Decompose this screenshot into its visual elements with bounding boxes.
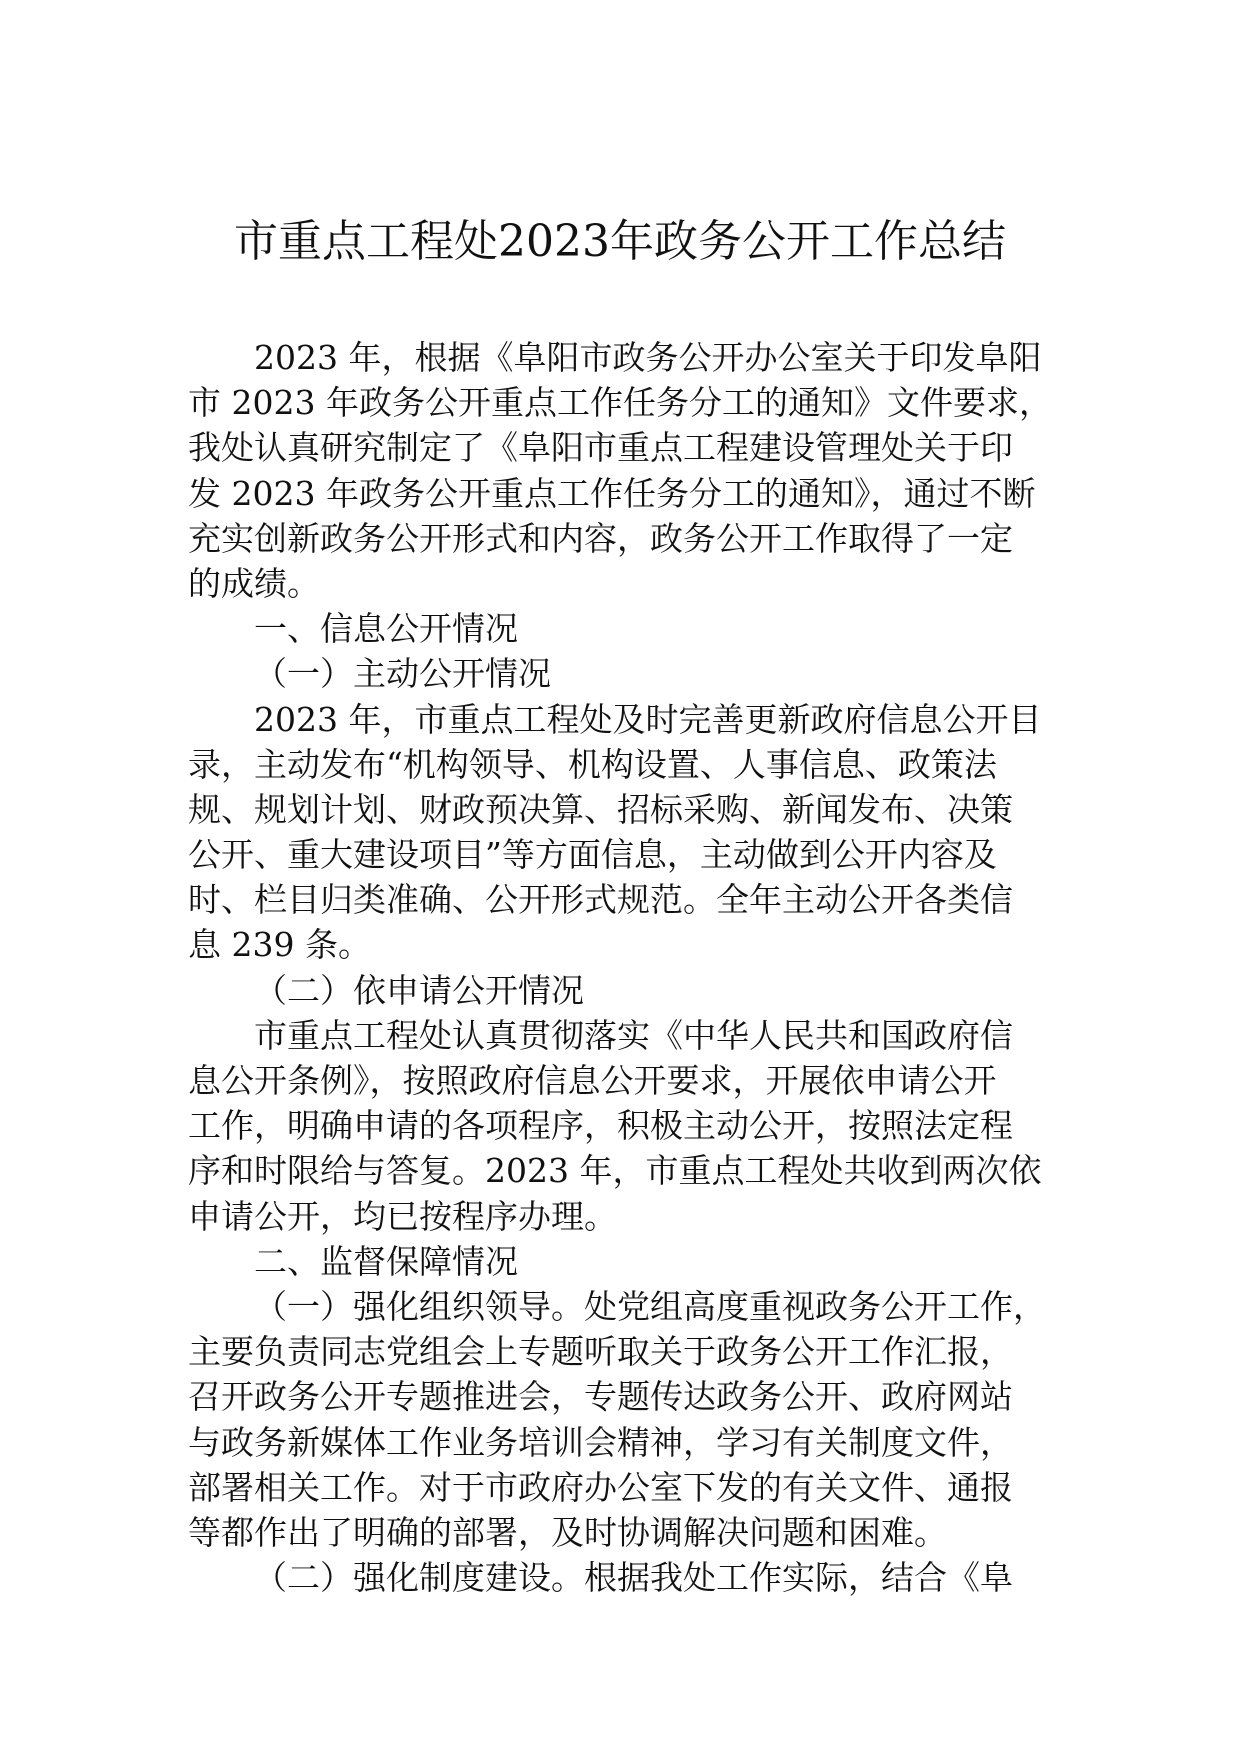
- paragraph-line: 序和时限给与答复。2023 年，市重点工程处共收到两次依: [188, 1151, 1042, 1191]
- paragraph-line: 息 239 条。: [188, 925, 371, 965]
- document-body: [188, 335, 1053, 1600]
- paragraph-line: 申请公开，均已按程序办理。: [188, 1196, 617, 1236]
- paragraph-line: 市 2023 年政务公开重点工作任务分工的通知》文件要求，: [188, 383, 1052, 423]
- paragraph-line: （一）强化组织领导。处党组高度重视政务公开工作，: [254, 1286, 1046, 1326]
- paragraph-line: 召开政务公开专题推进会，专题传达政务公开、政府网站: [188, 1377, 1013, 1417]
- paragraph-line: （二）强化制度建设。根据我处工作实际，结合《阜: [254, 1558, 1013, 1598]
- paragraph-line: 录，主动发布“机构领导、机构设置、人事信息、政策法: [188, 744, 997, 784]
- paragraph-line: 部署相关工作。对于市政府办公室下发的有关文件、通报: [188, 1467, 1013, 1507]
- subsection-heading-1-1: （一）主动公开情况: [254, 654, 551, 694]
- paragraph-line: 工作，明确申请的各项程序，积极主动公开，按照法定程: [188, 1106, 1013, 1146]
- section-heading-1: 一、信息公开情况: [254, 609, 518, 649]
- paragraph-line: 等都作出了明确的部署，及时协调解决问题和困难。: [188, 1512, 947, 1552]
- paragraph-line: 与政务新媒体工作业务培训会精神，学习有关制度文件，: [188, 1422, 1013, 1462]
- paragraph-line: 2023 年，市重点工程处及时完善更新政府信息公开目: [254, 699, 1042, 739]
- paragraph-line: 的成绩。: [188, 563, 320, 603]
- paragraph-line: 我处认真研究制定了《阜阳市重点工程建设管理处关于印: [188, 428, 1013, 468]
- paragraph-line: 充实创新政务公开形式和内容，政务公开工作取得了一定: [188, 518, 1013, 558]
- subsection-heading-1-2: （二）依申请公开情况: [254, 970, 584, 1010]
- paragraph-line: 公开、重大建设项目”等方面信息，主动做到公开内容及: [188, 835, 997, 875]
- document-title: 市重点工程处2023年政务公开工作总结: [234, 216, 1006, 267]
- paragraph-line: 时、栏目归类准确、公开形式规范。全年主动公开各类信: [188, 880, 1013, 920]
- paragraph-line: 发 2023 年政务公开重点工作任务分工的通知》，通过不断: [188, 473, 1036, 513]
- section-heading-2: 二、监督保障情况: [254, 1241, 518, 1281]
- paragraph-line: 市重点工程处认真贯彻落实《中华人民共和国政府信: [254, 1015, 1013, 1055]
- paragraph-line: 主要负责同志党组会上专题听取关于政务公开工作汇报，: [188, 1332, 1013, 1372]
- paragraph-line: 息公开条例》，按照政府信息公开要求，开展依申请公开: [188, 1061, 997, 1100]
- paragraph-line: 2023 年，根据《阜阳市政务公开办公室关于印发阜阳: [254, 338, 1042, 377]
- paragraph-line: 规、规划计划、财政预决算、招标采购、新闻发布、决策: [188, 789, 1013, 829]
